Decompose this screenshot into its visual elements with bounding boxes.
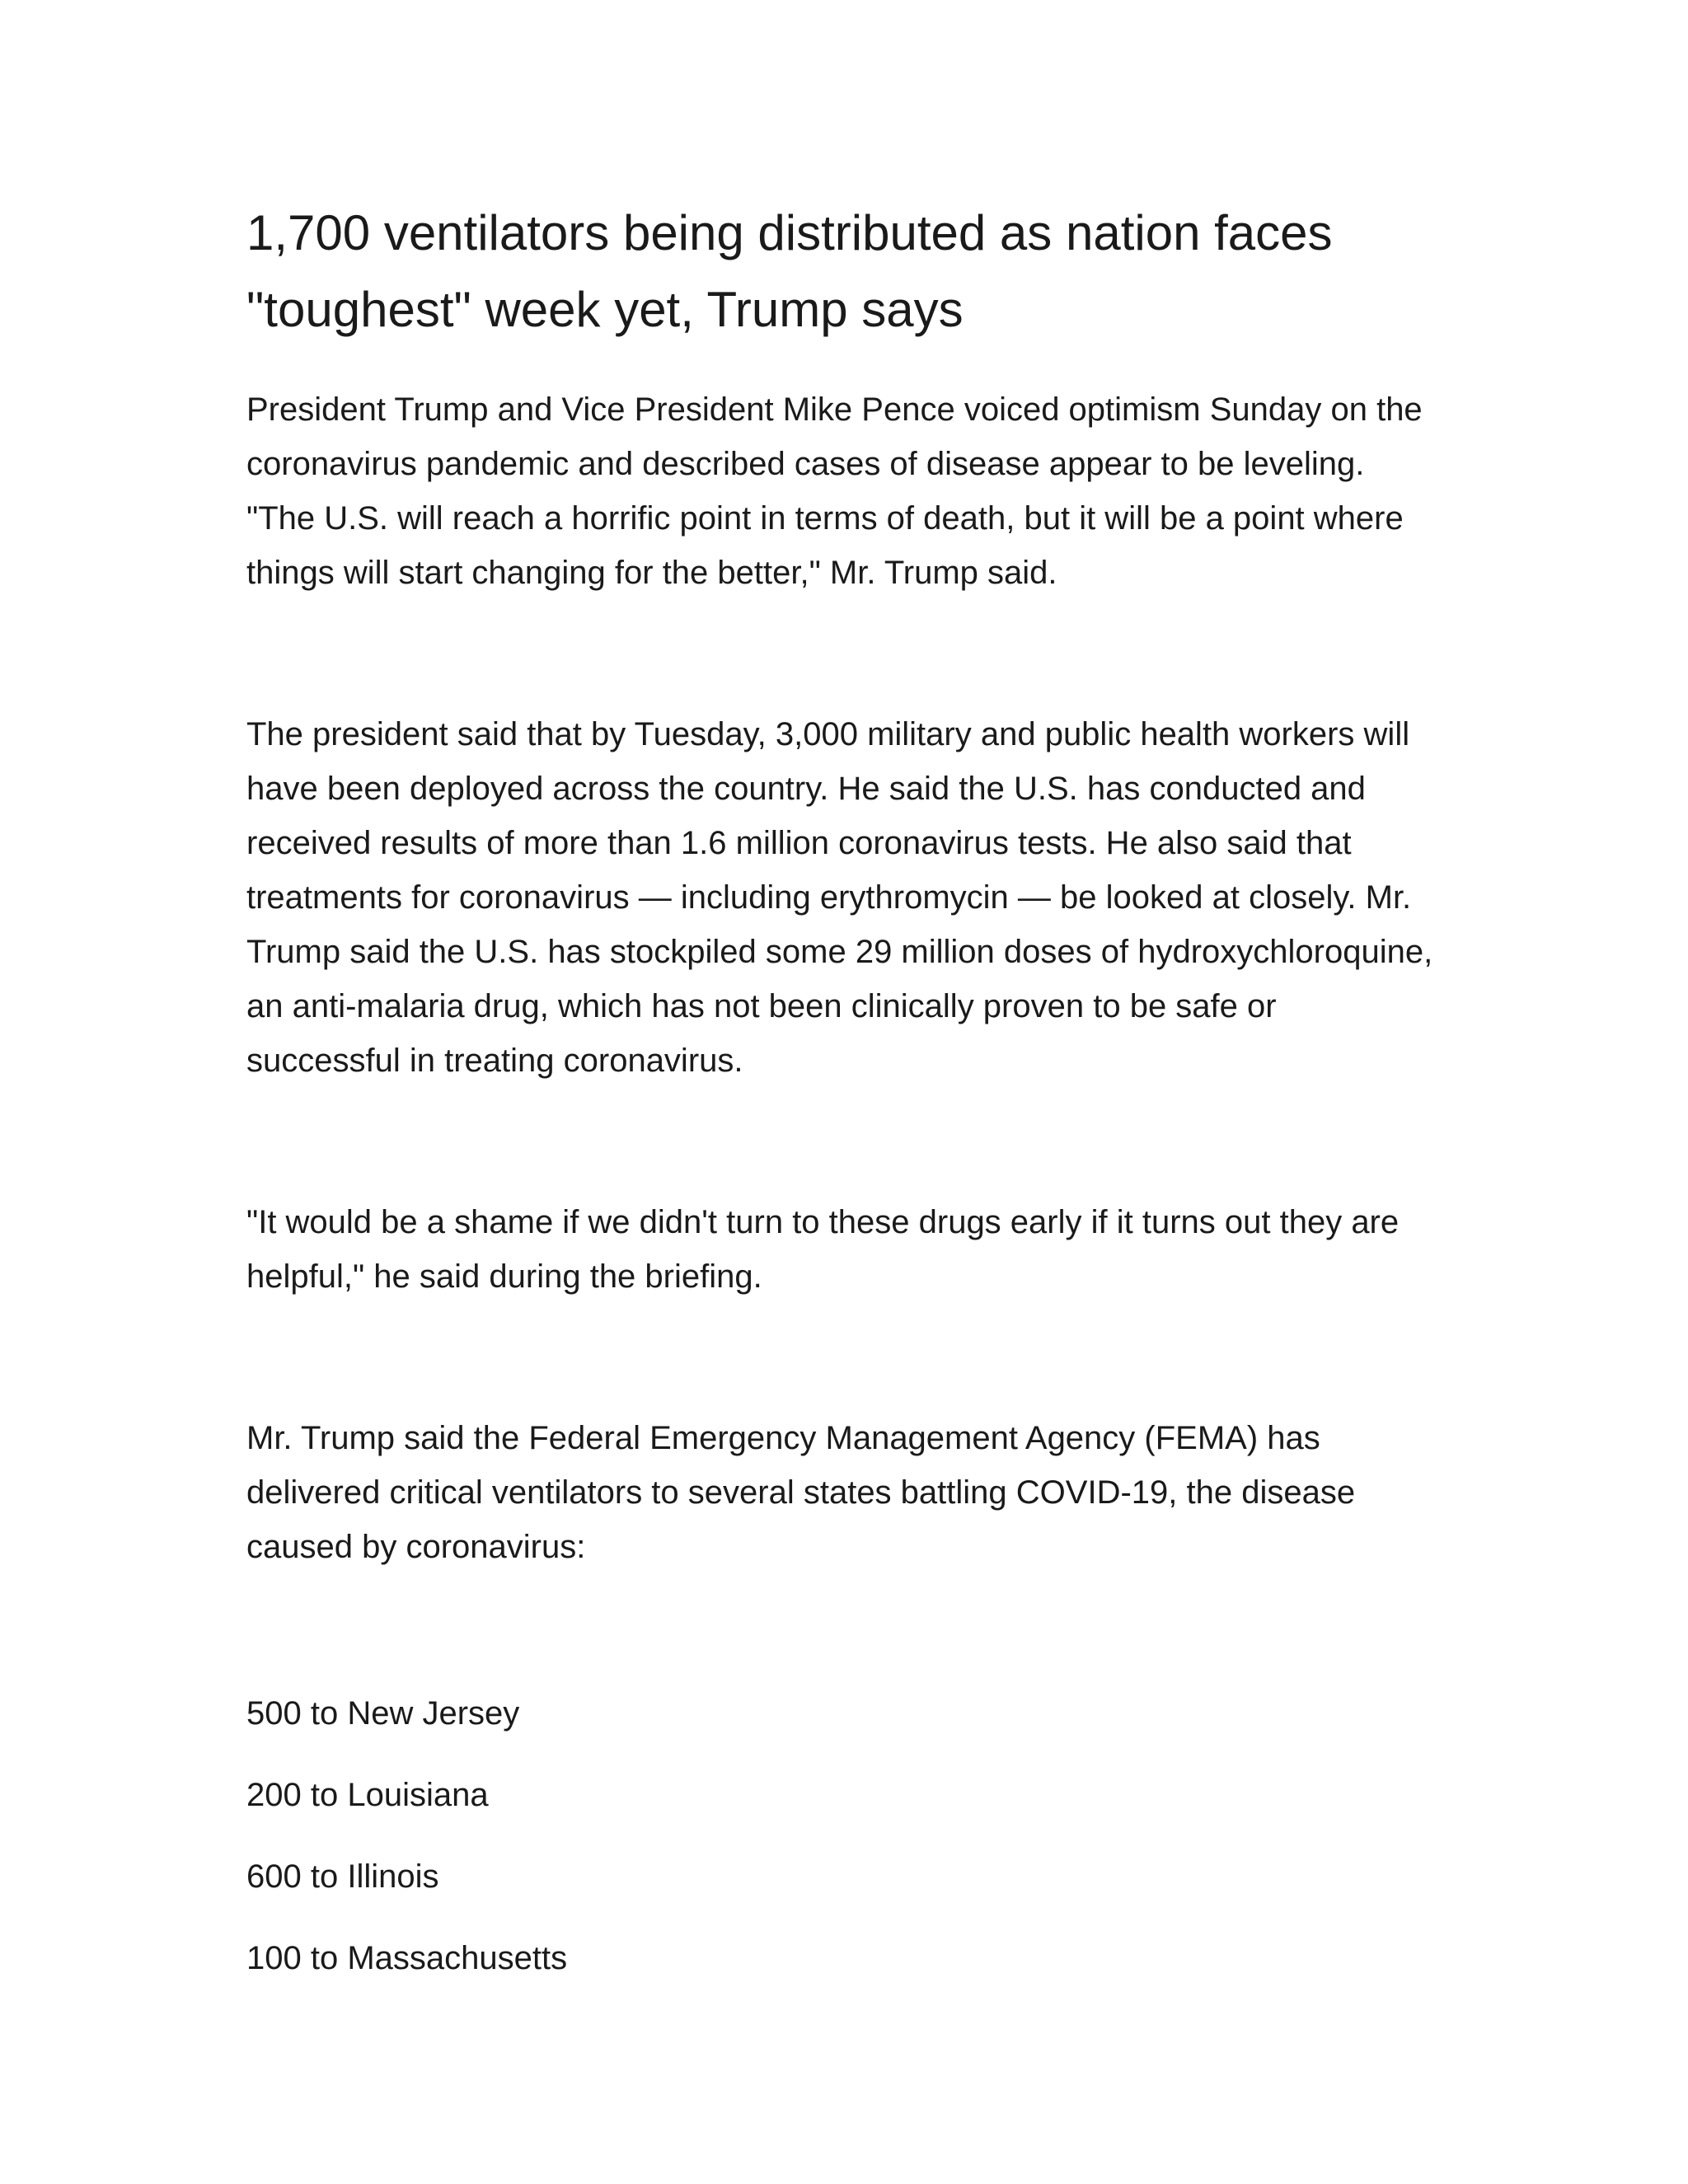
article-headline: 1,700 ventilators being distributed as nation faces "toughest" week yet, Trump says [246,205,1333,337]
list-item: 500 to New Jersey [246,1695,520,1732]
paragraph-deployment: The president said that by Tuesday, 3,000 military and public health workers will have been deployed across the country. He said the U.S. has conducted and received results of more than 1.6 million coronavirus tests. He also said that treatments for coronavirus — including erythromycin — be looked at closely. Mr. Trump said the U.S. has stockpiled some 29 million doses of hydroxychloroquine, an anti-malaria drug, which has not been clinically proven to be safe or successful in treating coronavirus. [246,716,1433,1079]
list-item: 100 to Massachusetts [246,1940,568,1976]
paragraph-optimism: President Trump and Vice President Mike Pence voiced optimism Sunday on the coronavirus pandemic and described cases of disease appear to be leveling. "The U.S. will reach a horrific point in terms of death, but it will be a point where things will start changing for the better," Mr. Trump said. [246,391,1423,591]
list-item: 200 to Louisiana [246,1777,489,1813]
article-body [246,194,1433,2013]
paragraph-quote: "It would be a shame if we didn't turn to these drugs early if it turns out they are helpful," he said during the briefing. [246,1204,1400,1295]
list-item: 600 to Illinois [246,1858,439,1895]
ventilator-distribution-list [246,1686,1433,1985]
paragraph-fema: Mr. Trump said the Federal Emergency Management Agency (FEMA) has delivered critical ventilators to several states battling COVID-19, the disease caused by coronavirus: [246,1420,1356,1565]
